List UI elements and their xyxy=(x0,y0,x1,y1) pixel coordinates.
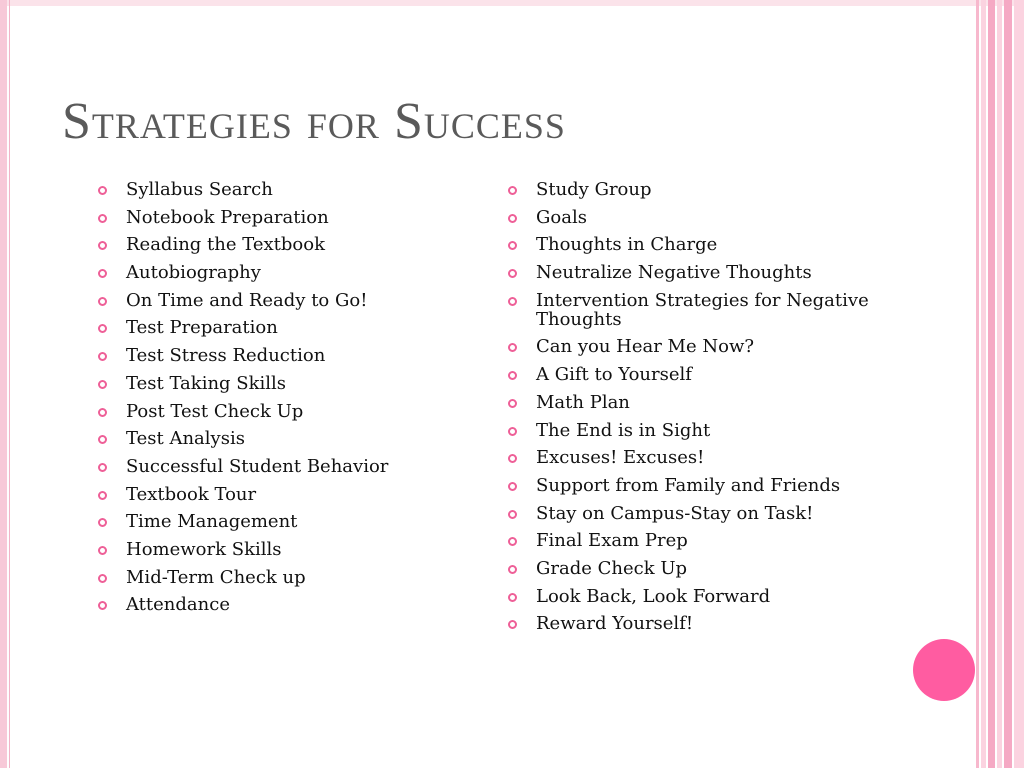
list-item xyxy=(506,476,886,495)
bullet-circle-icon xyxy=(508,510,517,519)
list-item-text: Neutralize Negative Thoughts xyxy=(536,262,812,284)
list-item-text: Reward Yourself! xyxy=(536,613,694,635)
list-item-text: Study Group xyxy=(536,179,652,200)
left-bullet-list xyxy=(96,180,486,623)
slide-title: Strategies for Success xyxy=(62,93,566,150)
list-item-text: Math Plan xyxy=(536,391,630,413)
list-item xyxy=(96,485,486,504)
list-item-text: Thoughts in Charge xyxy=(536,234,718,256)
bullet-circle-icon xyxy=(508,186,517,195)
list-item-text: Notebook Preparation xyxy=(126,206,329,228)
list-item xyxy=(96,402,486,421)
list-item xyxy=(96,235,486,254)
bullet-circle-icon xyxy=(98,518,107,527)
list-item xyxy=(96,180,486,199)
bullet-circle-icon xyxy=(508,269,517,278)
bullet-circle-icon xyxy=(508,371,517,380)
list-item-text: Test Preparation xyxy=(126,317,278,339)
list-item xyxy=(506,531,886,550)
bullet-circle-icon xyxy=(98,380,107,389)
bullet-circle-icon xyxy=(98,352,107,361)
bullet-circle-icon xyxy=(98,241,107,250)
list-item-text: Autobiography xyxy=(126,262,261,284)
bullet-circle-icon xyxy=(98,297,107,306)
list-item xyxy=(96,346,486,365)
bullet-circle-icon xyxy=(98,269,107,278)
bullet-circle-icon xyxy=(98,214,107,223)
list-item-text: The End is in Sight xyxy=(536,419,711,441)
top-border xyxy=(0,0,1024,6)
list-item-text: Time Management xyxy=(126,511,298,533)
list-item-text: Intervention Strategies for Negative Thoughts xyxy=(536,289,869,330)
list-item-text: Excuses! Excuses! xyxy=(536,447,705,469)
bullet-circle-icon xyxy=(508,565,517,574)
list-item-text: A Gift to Yourself xyxy=(536,364,692,386)
list-item xyxy=(96,291,486,310)
list-item xyxy=(506,337,886,356)
bullet-circle-icon xyxy=(508,214,517,223)
bullet-circle-icon xyxy=(508,297,517,306)
list-item xyxy=(506,291,886,329)
bullet-circle-icon xyxy=(98,324,107,333)
list-item-text: Homework Skills xyxy=(126,538,282,560)
list-item xyxy=(506,208,886,227)
list-item xyxy=(506,421,886,440)
list-item-text: Can you Hear Me Now? xyxy=(536,336,754,358)
bullet-circle-icon xyxy=(98,186,107,195)
list-item-text: Reading the Textbook xyxy=(126,234,326,256)
list-item xyxy=(96,318,486,337)
list-item xyxy=(506,504,886,523)
bullet-circle-icon xyxy=(98,601,107,610)
decorative-pink-circle xyxy=(913,639,975,701)
list-item xyxy=(506,587,886,606)
list-item-text: Test Analysis xyxy=(126,428,245,450)
list-item xyxy=(96,540,486,559)
list-item xyxy=(506,393,886,412)
decorative-stripes xyxy=(976,0,1024,768)
bullet-circle-icon xyxy=(98,435,107,444)
list-item xyxy=(506,448,886,467)
bullet-circle-icon xyxy=(98,463,107,472)
list-item xyxy=(96,208,486,227)
list-item xyxy=(96,429,486,448)
bullet-circle-icon xyxy=(508,427,517,436)
list-item xyxy=(506,614,886,633)
list-item-text: Successful Student Behavior xyxy=(126,455,389,477)
list-item xyxy=(506,559,886,578)
list-item xyxy=(96,263,486,282)
list-item xyxy=(96,374,486,393)
list-item xyxy=(96,457,486,476)
list-item xyxy=(96,568,486,587)
list-item-text: Attendance xyxy=(126,594,230,616)
bullet-circle-icon xyxy=(98,491,107,500)
list-item-text: Textbook Tour xyxy=(126,483,257,505)
list-item-text: Syllabus Search xyxy=(126,179,273,200)
bullet-circle-icon xyxy=(508,454,517,463)
left-border-line xyxy=(9,0,10,768)
list-item xyxy=(506,180,886,199)
list-item xyxy=(506,365,886,384)
bullet-circle-icon xyxy=(508,343,517,352)
bullet-circle-icon xyxy=(508,537,517,546)
list-item-text: Test Stress Reduction xyxy=(126,345,326,367)
list-item-text: Look Back, Look Forward xyxy=(536,585,771,607)
bullet-circle-icon xyxy=(508,593,517,602)
right-bullet-list xyxy=(506,180,886,642)
list-item xyxy=(96,595,486,614)
bullet-circle-icon xyxy=(508,241,517,250)
list-item-text: Stay on Campus-Stay on Task! xyxy=(536,502,814,524)
list-item-text: Post Test Check Up xyxy=(126,400,304,422)
list-item xyxy=(506,235,886,254)
left-border xyxy=(0,0,7,768)
bullet-circle-icon xyxy=(508,399,517,408)
bullet-circle-icon xyxy=(98,546,107,555)
list-item xyxy=(96,512,486,531)
list-item-text: Test Taking Skills xyxy=(126,372,287,394)
list-item xyxy=(506,263,886,282)
list-item-text: Final Exam Prep xyxy=(536,530,688,552)
bullet-circle-icon xyxy=(98,574,107,583)
bullet-circle-icon xyxy=(508,482,517,491)
list-item-text: On Time and Ready to Go! xyxy=(126,289,368,311)
list-item-text: Goals xyxy=(536,206,587,228)
bullet-circle-icon xyxy=(98,408,107,417)
list-item-text: Mid-Term Check up xyxy=(126,566,306,588)
list-item-text: Grade Check Up xyxy=(536,557,688,579)
list-item-text: Support from Family and Friends xyxy=(536,474,841,496)
bullet-circle-icon xyxy=(508,620,517,629)
